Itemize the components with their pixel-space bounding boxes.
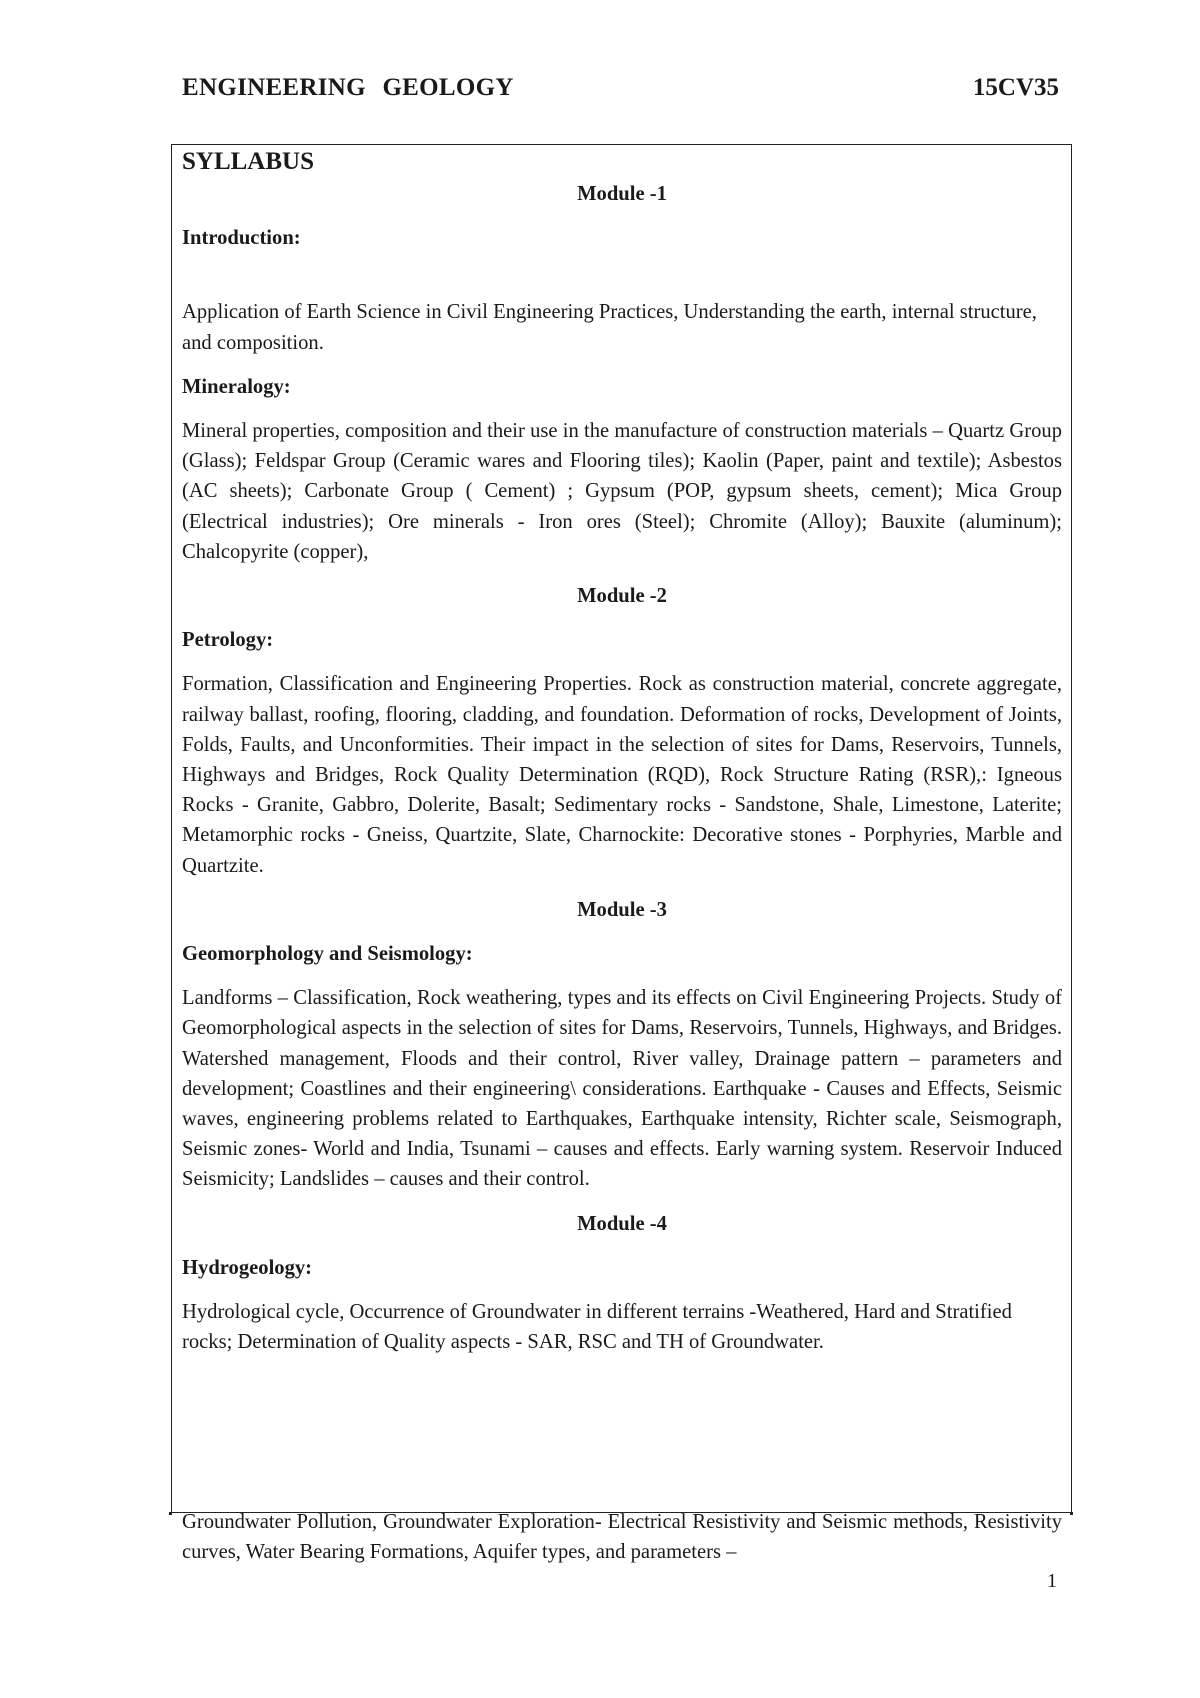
section-text-petrology: Formation, Classification and Engineering Properties. Rock as construction material, concrete aggregate, railway ballast, roofing, flooring, cladding, and foundation. Deformation of rocks, Development of Joints, Folds, Faults, and Unconformities. Their impact in the selection of sites for Dams, Reservoirs, Tunnels, Highways and Bridges, Rock Quality Determination (RQD), Rock Structure Rating (RSR),: Igneous Rocks - Granite, Gabbro, Dolerite, Basalt; Sedimentary rocks - Sandstone, Shale, Limestone, Laterite; Metamorphic rocks - Gneiss, Quartzite, Slate, Charnockite: Decorative stones - Porphyries, Marble and Quartzite.: [182, 673, 1062, 877]
section-heading-mineralogy: Mineralogy:: [182, 375, 291, 398]
module-3-label: Module -3: [577, 898, 667, 921]
module-4-label: Module -4: [577, 1212, 667, 1235]
section-text-mineralogy: Mineral properties, composition and their use in the manufacture of construction materials – Quartz Group (Glass); Feldspar Group (Ceramic wares and Flooring tiles); Kaolin (Paper, paint and textile); Asbestos (AC sheets); Carbonate Group ( Cement) ; Gypsum (POP, gypsum sheets, cement); Mica Group (Electrical industries); Ore minerals - Iron ores (Steel); Chromite (Alloy); Bauxite (aluminum); Chalcopyrite (copper),: [182, 420, 1062, 563]
page-number: 1: [1047, 1570, 1057, 1592]
header-title: ENGINEERING GEOLOGY: [182, 74, 514, 101]
section-text-geomorphology: Landforms – Classification, Rock weathering, types and its effects on Civil Engineering Projects. Study of Geomorphological aspects in the selection of sites for Dams, Reservoirs, Tunnels, Highways, and Bridges. Watershed management, Floods and their control, River valley, Drainage pattern – parameters and development; Coastlines and their engineering\ considerations. Earthquake - Causes and Effects, Seismic waves, engineering problems related to Earthquakes, Earthquake intensity, Richter scale, Seismograph, Seismic zones- World and India, Tsunami – causes and effects. Early warning system. Reservoir Induced Seismicity; Landslides – causes and their control.: [182, 987, 1062, 1191]
continuation-text: Groundwater Pollution, Groundwater Exploration- Electrical Resistivity and Seismic methods, Resistivity curves, Water Bearing Formations, Aquifer types, and parameters –: [182, 1511, 1062, 1564]
syllabus-label: SYLLABUS: [182, 148, 314, 175]
section-heading-geomorphology: Geomorphology and Seismology:: [182, 943, 473, 966]
box-corner-dot-right: [1070, 1512, 1073, 1515]
section-heading-introduction: Introduction:: [182, 227, 301, 250]
module-2-label: Module -2: [577, 585, 667, 608]
module-1-label: Module -1: [577, 183, 667, 205]
section-text-introduction: Application of Earth Science in Civil Engineering Practices, Understanding the earth, internal structure, and composition.: [182, 301, 1037, 354]
box-corner-dot-left: [169, 1512, 172, 1515]
section-text-hydrogeology: Hydrological cycle, Occurrence of Groundwater in different terrains -Weathered, Hard and Stratified rocks; Determination of Quality aspects - SAR, RSC and TH of Groundwater.: [182, 1301, 1012, 1354]
section-heading-petrology: Petrology:: [182, 629, 274, 652]
section-heading-hydrogeology: Hydrogeology:: [182, 1256, 313, 1279]
syllabus-content: [182, 179, 1062, 1358]
header-course-code: 15CV35: [972, 74, 1059, 101]
